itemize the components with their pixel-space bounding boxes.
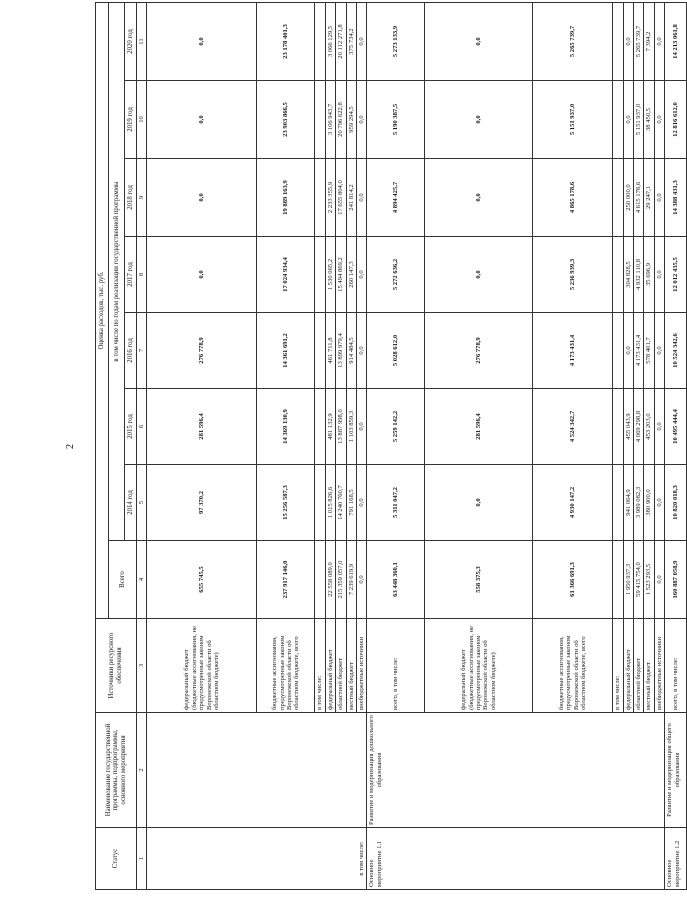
- expenditure-table: [95, 2, 687, 890]
- year-value-cell: 14 388 431,3: [665, 159, 687, 237]
- column-number: 7: [137, 313, 147, 389]
- header-year: 2017 год: [125, 237, 137, 313]
- funding-source-cell: областной бюджет: [634, 619, 644, 713]
- year-value-cell: 250 000,0: [623, 159, 633, 237]
- year-value-cell: 281 596,4: [147, 389, 257, 465]
- year-value-cell: 3 106 943,7: [325, 81, 335, 159]
- year-value-cell: [613, 389, 623, 465]
- year-value-cell: 791 168,5: [346, 465, 356, 541]
- year-value-cell: [315, 313, 325, 389]
- year-value-cell: 304 828,5: [623, 237, 633, 313]
- year-value-cell: 260 147,3: [346, 237, 356, 313]
- total-value-cell: 558 375,3: [425, 541, 533, 619]
- year-value-cell: 455 043,9: [623, 389, 633, 465]
- funding-source-cell: всего, в том числе:: [665, 619, 687, 713]
- year-value-cell: 0,0: [654, 159, 664, 237]
- year-value-cell: 38 450,5: [644, 81, 654, 159]
- year-value-cell: 4 894 425,7: [367, 159, 425, 237]
- year-value-cell: 0,0: [356, 3, 366, 81]
- year-value-cell: 12 012 435,5: [665, 237, 687, 313]
- year-value-cell: 15 494 869,2: [336, 237, 346, 313]
- year-value-cell: [613, 237, 623, 313]
- program-name-cell: [147, 713, 367, 828]
- column-number: 4: [137, 541, 147, 619]
- funding-source-cell: местный бюджет: [346, 619, 356, 713]
- year-value-cell: 0,0: [623, 313, 633, 389]
- total-value-cell: 0,0: [356, 541, 366, 619]
- year-value-cell: 5 259 142,2: [367, 389, 425, 465]
- year-value-cell: 0,0: [654, 389, 664, 465]
- year-value-cell: 0,0: [425, 3, 533, 81]
- year-value-cell: 0,0: [147, 81, 257, 159]
- funding-source-cell: в том числе:: [613, 619, 623, 713]
- column-number: 9: [137, 159, 147, 237]
- status-cell: в том числе:: [147, 828, 367, 890]
- year-value-cell: 23 903 866,5: [257, 81, 315, 159]
- table-body: [96, 3, 687, 890]
- year-value-cell: 17 024 934,4: [257, 237, 315, 313]
- year-value-cell: 7 394,2: [644, 3, 654, 81]
- year-value-cell: 0,0: [356, 389, 366, 465]
- header-source: Источники ресурсного обеспечения: [96, 619, 137, 713]
- table-row: [147, 3, 257, 890]
- year-value-cell: 578 401,7: [644, 313, 654, 389]
- year-value-cell: 3 066 129,5: [325, 3, 335, 81]
- year-value-cell: 4 932 110,8: [634, 237, 644, 313]
- year-value-cell: [613, 465, 623, 541]
- header-total: Всего: [109, 541, 137, 619]
- total-value-cell: 7 239 619,9: [346, 541, 356, 619]
- header-year: 2015 год: [125, 389, 137, 465]
- year-value-cell: 12 816 612,0: [665, 81, 687, 159]
- year-value-cell: [613, 159, 623, 237]
- year-value-cell: 35 696,9: [644, 237, 654, 313]
- total-value-cell: 160 887 058,9: [665, 541, 687, 619]
- year-value-cell: 461 711,8: [325, 313, 335, 389]
- header-year: 2018 год: [125, 159, 137, 237]
- table-row: [665, 3, 687, 890]
- year-value-cell: 14 213 061,8: [665, 3, 687, 81]
- year-value-cell: 4 930 147,2: [533, 465, 613, 541]
- year-value-cell: 959 294,5: [346, 81, 356, 159]
- year-value-cell: 10 524 342,6: [665, 313, 687, 389]
- funding-source-cell: всего, в том числе:: [367, 619, 425, 713]
- column-number-row: [137, 3, 147, 890]
- year-value-cell: 17 655 804,0: [336, 159, 346, 237]
- year-value-cell: [613, 313, 623, 389]
- year-value-cell: 14 369 130,9: [257, 389, 315, 465]
- year-value-cell: [613, 81, 623, 159]
- year-value-cell: 15 256 587,3: [257, 465, 315, 541]
- year-value-cell: 5 273 133,9: [367, 3, 425, 81]
- funding-source-cell: в том числе:: [315, 619, 325, 713]
- year-value-cell: [315, 237, 325, 313]
- year-value-cell: 4 865 178,6: [533, 159, 613, 237]
- column-number: 6: [137, 389, 147, 465]
- column-number: 1: [137, 828, 147, 890]
- year-value-cell: 14 361 691,2: [257, 313, 315, 389]
- year-value-cell: 4 615 178,6: [634, 159, 644, 237]
- year-value-cell: [315, 3, 325, 81]
- year-value-cell: 4 173 431,4: [634, 313, 644, 389]
- year-value-cell: 914 484,5: [346, 313, 356, 389]
- header-estimate: Оценка расходов, тыс. руб.: [96, 3, 109, 619]
- year-value-cell: 0,0: [147, 237, 257, 313]
- year-value-cell: 380 900,0: [644, 465, 654, 541]
- year-value-cell: 20 112 271,8: [336, 3, 346, 81]
- total-value-cell: 1 950 937,3: [623, 541, 633, 619]
- year-value-cell: 0,0: [654, 81, 664, 159]
- year-value-cell: 5 028 612,0: [367, 313, 425, 389]
- column-number: 8: [137, 237, 147, 313]
- rotated-page: [95, 3, 681, 890]
- year-value-cell: 0,0: [425, 465, 533, 541]
- year-value-cell: 0,0: [356, 465, 366, 541]
- year-value-cell: 0,0: [147, 3, 257, 81]
- funding-source-cell: федеральный бюджет (бюджетные ассигнования, не предусмотренные законом Воронежской области об областном бюджете): [425, 619, 533, 713]
- year-value-cell: 2 233 355,9: [325, 159, 335, 237]
- year-value-cell: 0,0: [356, 237, 366, 313]
- year-value-cell: 241 814,2: [346, 159, 356, 237]
- total-value-cell: [315, 541, 325, 619]
- column-number: 5: [137, 465, 147, 541]
- year-value-cell: 0,0: [356, 313, 366, 389]
- year-value-cell: 0,0: [425, 81, 533, 159]
- year-value-cell: 20 796 622,8: [336, 81, 346, 159]
- funding-source-cell: бюджетные ассигнования, предусмотренные законом Воронежской области об областном бюджете, всего: [533, 619, 613, 713]
- year-value-cell: 375 734,2: [346, 3, 356, 81]
- year-value-cell: 5 265 739,7: [533, 3, 613, 81]
- year-value-cell: [613, 3, 623, 81]
- year-value-cell: [315, 159, 325, 237]
- header-name: Наименование государственной программы, подпрограммы, основного мероприятия: [96, 713, 137, 828]
- year-value-cell: [315, 465, 325, 541]
- total-value-cell: 61 366 691,3: [533, 541, 613, 619]
- year-value-cell: 10 495 444,4: [665, 389, 687, 465]
- year-value-cell: [315, 81, 325, 159]
- total-value-cell: 59 415 754,0: [634, 541, 644, 619]
- column-number: 3: [137, 619, 147, 713]
- year-value-cell: 0,0: [654, 465, 664, 541]
- year-value-cell: 14 240 760,7: [336, 465, 346, 541]
- year-value-cell: 1 530 065,2: [325, 237, 335, 313]
- year-value-cell: 23 178 401,3: [257, 3, 315, 81]
- year-value-cell: 3 989 082,3: [634, 465, 644, 541]
- header-status: Статус: [96, 828, 137, 890]
- year-value-cell: 29 247,1: [644, 159, 654, 237]
- year-value-cell: 5 265 739,7: [634, 3, 644, 81]
- year-value-cell: 13 887 998,0: [336, 389, 346, 465]
- year-value-cell: 281 596,4: [425, 389, 533, 465]
- funding-source-cell: внебюджетные источники: [654, 619, 664, 713]
- year-value-cell: 0,0: [425, 159, 533, 237]
- column-number: 10: [137, 81, 147, 159]
- total-value-cell: 655 745,5: [147, 541, 257, 619]
- year-value-cell: 5 272 636,2: [367, 237, 425, 313]
- total-value-cell: 215 359 057,0: [336, 541, 346, 619]
- column-number: 2: [137, 713, 147, 828]
- total-value-cell: 237 917 146,0: [257, 541, 315, 619]
- total-value-cell: 22 558 089,0: [325, 541, 335, 619]
- year-value-cell: 5 151 937,0: [634, 81, 644, 159]
- total-value-cell: 1 523 293,5: [644, 541, 654, 619]
- status-cell: Основное мероприятие 1.1: [367, 828, 665, 890]
- year-value-cell: 453 203,0: [644, 389, 654, 465]
- header-year: 2019 год: [125, 81, 137, 159]
- year-value-cell: 0,0: [356, 159, 366, 237]
- year-value-cell: 0,0: [654, 313, 664, 389]
- year-value-cell: 1 015 826,6: [325, 465, 335, 541]
- header-year: 2020 год: [125, 3, 137, 81]
- year-value-cell: 0,0: [356, 81, 366, 159]
- header-year: 2014 год: [125, 465, 137, 541]
- year-value-cell: 481 132,9: [325, 389, 335, 465]
- status-cell: Основное мероприятие 1.2: [665, 828, 687, 890]
- year-value-cell: 0,0: [425, 237, 533, 313]
- page-number: 2: [65, 444, 76, 449]
- year-value-cell: 5 311 047,2: [367, 465, 425, 541]
- year-value-cell: 5 236 939,3: [533, 237, 613, 313]
- year-value-cell: 0,0: [147, 159, 257, 237]
- year-value-cell: 4 524 342,7: [533, 389, 613, 465]
- total-value-cell: 63 448 360,1: [367, 541, 425, 619]
- year-value-cell: 276 778,9: [147, 313, 257, 389]
- funding-source-cell: федеральный бюджет: [325, 619, 335, 713]
- funding-source-cell: федеральный бюджет: [623, 619, 633, 713]
- total-value-cell: [613, 541, 623, 619]
- year-value-cell: 0,0: [623, 3, 633, 81]
- program-name-cell: Развитие и модернизация общего образования: [665, 713, 687, 828]
- year-value-cell: 5 151 937,0: [533, 81, 613, 159]
- year-value-cell: 941 064,9: [623, 465, 633, 541]
- year-value-cell: 10 820 018,3: [665, 465, 687, 541]
- year-value-cell: 5 190 387,5: [367, 81, 425, 159]
- total-value-cell: 0,0: [654, 541, 664, 619]
- column-number: 11: [137, 3, 147, 81]
- year-value-cell: 276 778,9: [425, 313, 533, 389]
- year-value-cell: 0,0: [623, 81, 633, 159]
- year-value-cell: 19 889 163,9: [257, 159, 315, 237]
- year-value-cell: 4 173 431,4: [533, 313, 613, 389]
- year-value-cell: 1 103 859,3: [346, 389, 356, 465]
- funding-source-cell: бюджетные ассигнования, предусмотренные законом Воронежской области об областном бюджете, всего: [257, 619, 315, 713]
- header-by-years: в том числе по годам реализации государственной программы: [109, 3, 125, 541]
- funding-source-cell: внебюджетные источники: [356, 619, 366, 713]
- funding-source-cell: областной бюджет: [336, 619, 346, 713]
- year-value-cell: 0,0: [654, 237, 664, 313]
- funding-source-cell: федеральный бюджет (бюджетные ассигнования, не предусмотренные законом Воронежской области об областном бюджете): [147, 619, 257, 713]
- year-value-cell: [315, 389, 325, 465]
- year-value-cell: 0,0: [654, 3, 664, 81]
- header-year: 2016 год: [125, 313, 137, 389]
- header-row-1: [96, 3, 109, 890]
- program-name-cell: Развитие и модернизация дошкольного образования: [367, 713, 665, 828]
- year-value-cell: 97 370,2: [147, 465, 257, 541]
- funding-source-cell: местный бюджет: [644, 619, 654, 713]
- year-value-cell: 13 899 979,4: [336, 313, 346, 389]
- year-value-cell: 4 069 298,8: [634, 389, 644, 465]
- table-row: [367, 3, 425, 890]
